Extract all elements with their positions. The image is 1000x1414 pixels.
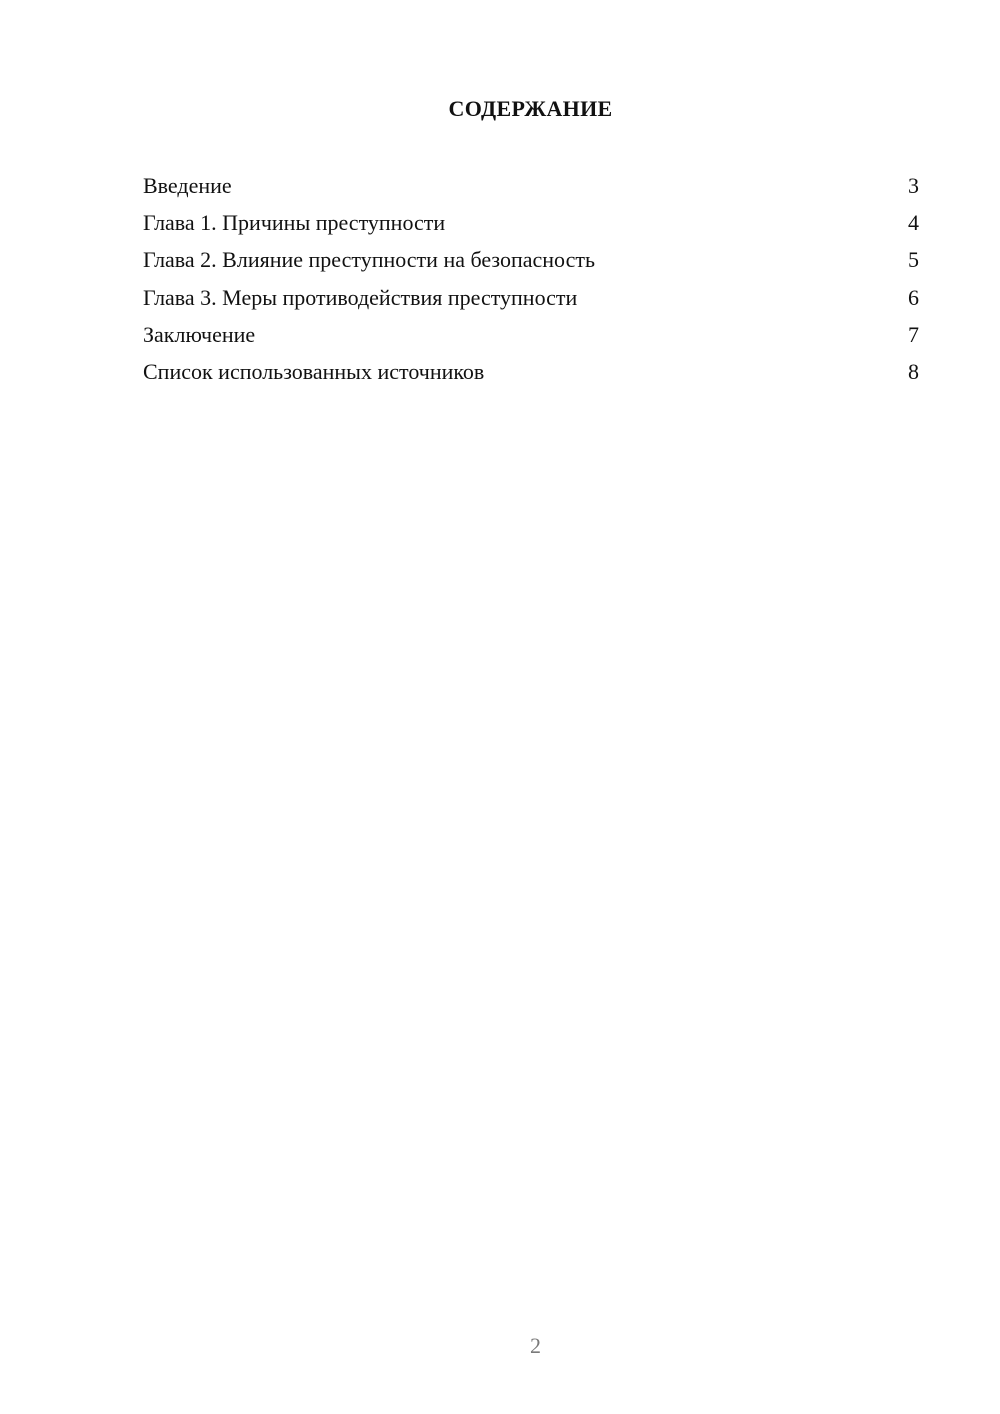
toc-entry-label: Глава 3. Меры противодействия преступности [143, 284, 578, 310]
toc-entry-introduction [143, 167, 919, 204]
toc-entry-references [143, 353, 919, 390]
page-number: 2 [530, 1333, 541, 1358]
toc-entry-label: Глава 1. Причины преступности [143, 210, 446, 236]
toc-entry-conclusion [143, 316, 919, 353]
toc-entry-chapter-1 [143, 204, 919, 241]
toc-entry-page-number: 3 [908, 173, 919, 198]
toc-entry-page-number: 4 [908, 210, 919, 236]
toc-heading: СОДЕРЖАНИЕ [448, 96, 613, 121]
toc-entry-label: Глава 2. Влияние преступности на безопасность [143, 247, 596, 273]
toc-entry-label: Список использованных источников [143, 358, 485, 384]
toc-entry-chapter-3 [143, 279, 919, 316]
toc-entry-page-number: 7 [908, 321, 919, 347]
toc-entry-label: Введение [143, 173, 232, 198]
toc-entry-page-number: 6 [908, 284, 919, 310]
toc-entry-page-number: 8 [908, 358, 919, 384]
toc-entry-page-number: 5 [908, 247, 919, 273]
toc-entry-chapter-2 [143, 241, 919, 278]
toc-entry-label: Заключение [143, 321, 256, 347]
table-of-contents [143, 167, 919, 390]
